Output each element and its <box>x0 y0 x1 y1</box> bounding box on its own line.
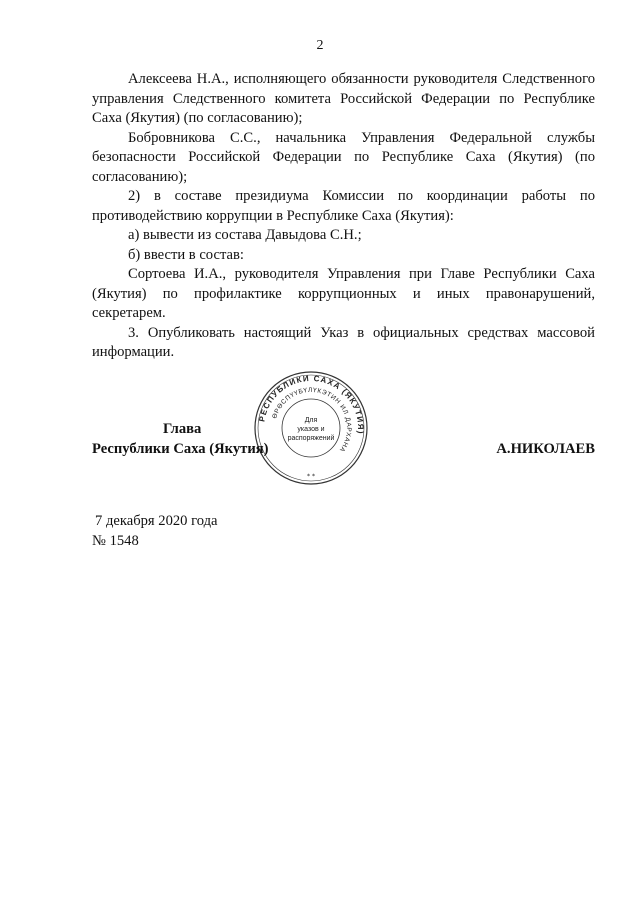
paragraph-publish: 3. Опубликовать настоящий Указ в официальных средствах массовой информации. <box>92 324 595 360</box>
paragraph-remove-member: а) вывести из состава Давыдова С.Н.; <box>128 227 362 243</box>
signatory-title-line1: Глава <box>163 421 202 437</box>
paragraph-bobrovnikova: Бобровникова С.С., начальника Управления Федеральной службы безопасности Российской Федерации по Республике Саха (Якутия) (по согласованию); <box>92 129 595 185</box>
decree-body <box>92 70 595 363</box>
signatory-name: А.НИКОЛАЕВ <box>496 441 595 457</box>
signature-block <box>92 420 595 464</box>
seal-inner-text: ӨРӨСПҮҮБҮЛҮКЭТИН ИЛ ДАРХАНА <box>271 386 353 454</box>
paragraph-sortoev: Сортоева И.А., руководителя Управления при Главе Республики Саха (Якутия) по профилактике коррупционных и иных правонарушений, секретарем. <box>92 266 595 321</box>
seal-center-line-1: Для <box>304 417 318 424</box>
paragraph-alekseeva: Алексеева Н.А., исполняющего обязанности руководителя Следственного управления Следственного комитета Российской Федерации по Республике Саха (Якутия) (по согласованию); <box>92 71 595 126</box>
page-number: 2 <box>316 38 324 53</box>
signatory-title-line2: Республики Саха (Якутия) <box>92 441 269 457</box>
paragraph-presidium: 2) в составе президиума Комиссии по координации работы по противодействию коррупции в Республике Саха (Якутия): <box>92 188 595 224</box>
paragraph-add-member: б) ввести в состав: <box>128 246 244 263</box>
seal-center-line-2: указов и <box>297 426 325 433</box>
decree-number: № 1548 <box>92 532 139 549</box>
date-block <box>92 512 218 551</box>
seal-star-bottom: * * <box>307 473 315 480</box>
seal-outer-text: РЕСПУБЛИКИ САХА (ЯКУТИЯ) <box>257 373 366 436</box>
decree-date: 7 декабря 2020 года <box>95 513 218 529</box>
seal-center-line-3: распоряжений <box>287 435 335 442</box>
